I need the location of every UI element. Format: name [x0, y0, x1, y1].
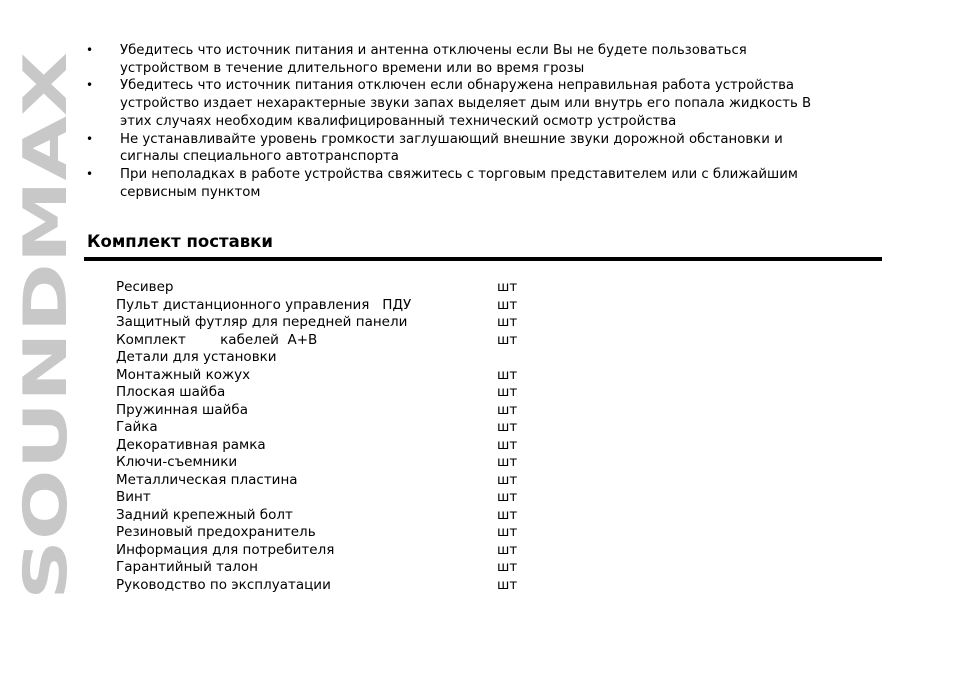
item-name: Винт: [116, 489, 151, 505]
item-unit: шт: [497, 576, 518, 593]
item-name: Резиновый предохранитель: [116, 524, 316, 540]
bullet-item: [84, 77, 882, 130]
contents-item: [116, 507, 556, 525]
bullet-line: устройство издает нехарактерные звуки запах выделяет дым или внутрь его попала жидкость В: [120, 96, 812, 112]
item-name: Детали для установки: [116, 349, 277, 365]
contents-item: [116, 419, 556, 437]
item-unit: шт: [497, 279, 518, 295]
contents-item: [116, 454, 556, 472]
item-unit: шт: [497, 401, 518, 418]
item-unit: шт: [497, 296, 518, 313]
section-divider: [84, 257, 882, 261]
item-name: Пружинная шайба: [116, 401, 248, 418]
item-unit: шт: [497, 454, 518, 470]
bullet-dot-icon: •: [86, 43, 94, 57]
soundmax-logo: [11, 52, 81, 600]
item-name: Задний крепежный болт: [116, 506, 293, 523]
item-name: Плоская шайба: [116, 384, 226, 400]
item-name: Металлическая пластина: [116, 471, 298, 488]
item-name: Декоративная рамка: [116, 436, 266, 453]
item-unit: шт: [497, 436, 518, 453]
contents-item: [116, 314, 556, 332]
contents-item: [116, 279, 556, 297]
item-unit: шт: [497, 384, 518, 400]
contents-item: [116, 402, 556, 420]
contents-item: [116, 437, 556, 455]
contents-item: [116, 577, 556, 595]
bullet-line: Не устанавливайте уровень громкости заглушающий внешние звуки дорожной обстановки и: [120, 131, 783, 147]
item-name: Ключи-съемники: [116, 454, 238, 470]
item-unit: шт: [497, 366, 518, 383]
contents-item: [116, 472, 556, 490]
item-name: Гайка: [116, 419, 158, 435]
item-name: Гарантийный талон: [116, 559, 258, 575]
item-unit: шт: [497, 489, 518, 505]
contents-item: [116, 524, 556, 542]
bullet-item: [84, 166, 882, 201]
item-unit: шт: [497, 471, 518, 488]
item-unit: шт: [497, 419, 518, 435]
logo-text: SOUNDMAX: [11, 204, 81, 600]
item-unit: шт: [497, 559, 518, 575]
bullet-item: [84, 42, 882, 77]
bullet-dot-icon: •: [86, 166, 94, 181]
item-unit: шт: [497, 331, 518, 348]
item-unit: шт: [497, 541, 518, 558]
bullet-line: этих случаях необходим квалифицированный технический осмотр устройства: [120, 113, 677, 129]
safety-bullet-list: [84, 42, 882, 201]
contents-item: [116, 332, 556, 350]
item-name: Комплект кабелей А+В: [116, 331, 318, 348]
bullet-line: При неполадках в работе устройства свяжитесь с торговым представителем или с ближайшим: [120, 166, 798, 182]
bullet-line: сервисным пунктом: [120, 184, 261, 200]
section-title: Комплект поставки: [87, 232, 273, 251]
item-unit: шт: [497, 314, 518, 330]
item-name: Информация для потребителя: [116, 541, 335, 558]
item-name: Ресивер: [116, 279, 174, 295]
contents-item: [116, 489, 556, 507]
item-name: Пульт дистанционного управления ПДУ: [116, 296, 412, 313]
item-name: Защитный футляр для передней панели: [116, 314, 408, 330]
item-name: Руководство по эксплуатации: [116, 576, 331, 593]
item-name: Монтажный кожух: [116, 366, 251, 383]
contents-item: [116, 367, 556, 385]
bullet-line: Убедитесь что источник питания и антенна отключены если Вы не будете пользоваться: [120, 43, 747, 58]
item-unit: шт: [497, 506, 518, 523]
bullet-line: Убедитесь что источник питания отключен если обнаружена неправильная работа устройства: [120, 78, 795, 94]
contents-item: [116, 384, 556, 402]
bullet-line: устройством в течение длительного времени или во время грозы: [120, 60, 585, 76]
bullet-dot-icon: •: [86, 131, 94, 146]
contents-item: [116, 559, 556, 577]
bullet-dot-icon: •: [86, 78, 94, 93]
contents-item: [116, 297, 556, 315]
contents-item: [116, 349, 556, 367]
bullet-line: сигналы специального автотранспорта: [120, 149, 399, 165]
contents-item: [116, 542, 556, 560]
package-contents-list: [116, 279, 556, 594]
soundmax-logo-graphic: [11, 52, 81, 600]
item-unit: шт: [497, 524, 518, 540]
bullet-item: [84, 131, 882, 166]
